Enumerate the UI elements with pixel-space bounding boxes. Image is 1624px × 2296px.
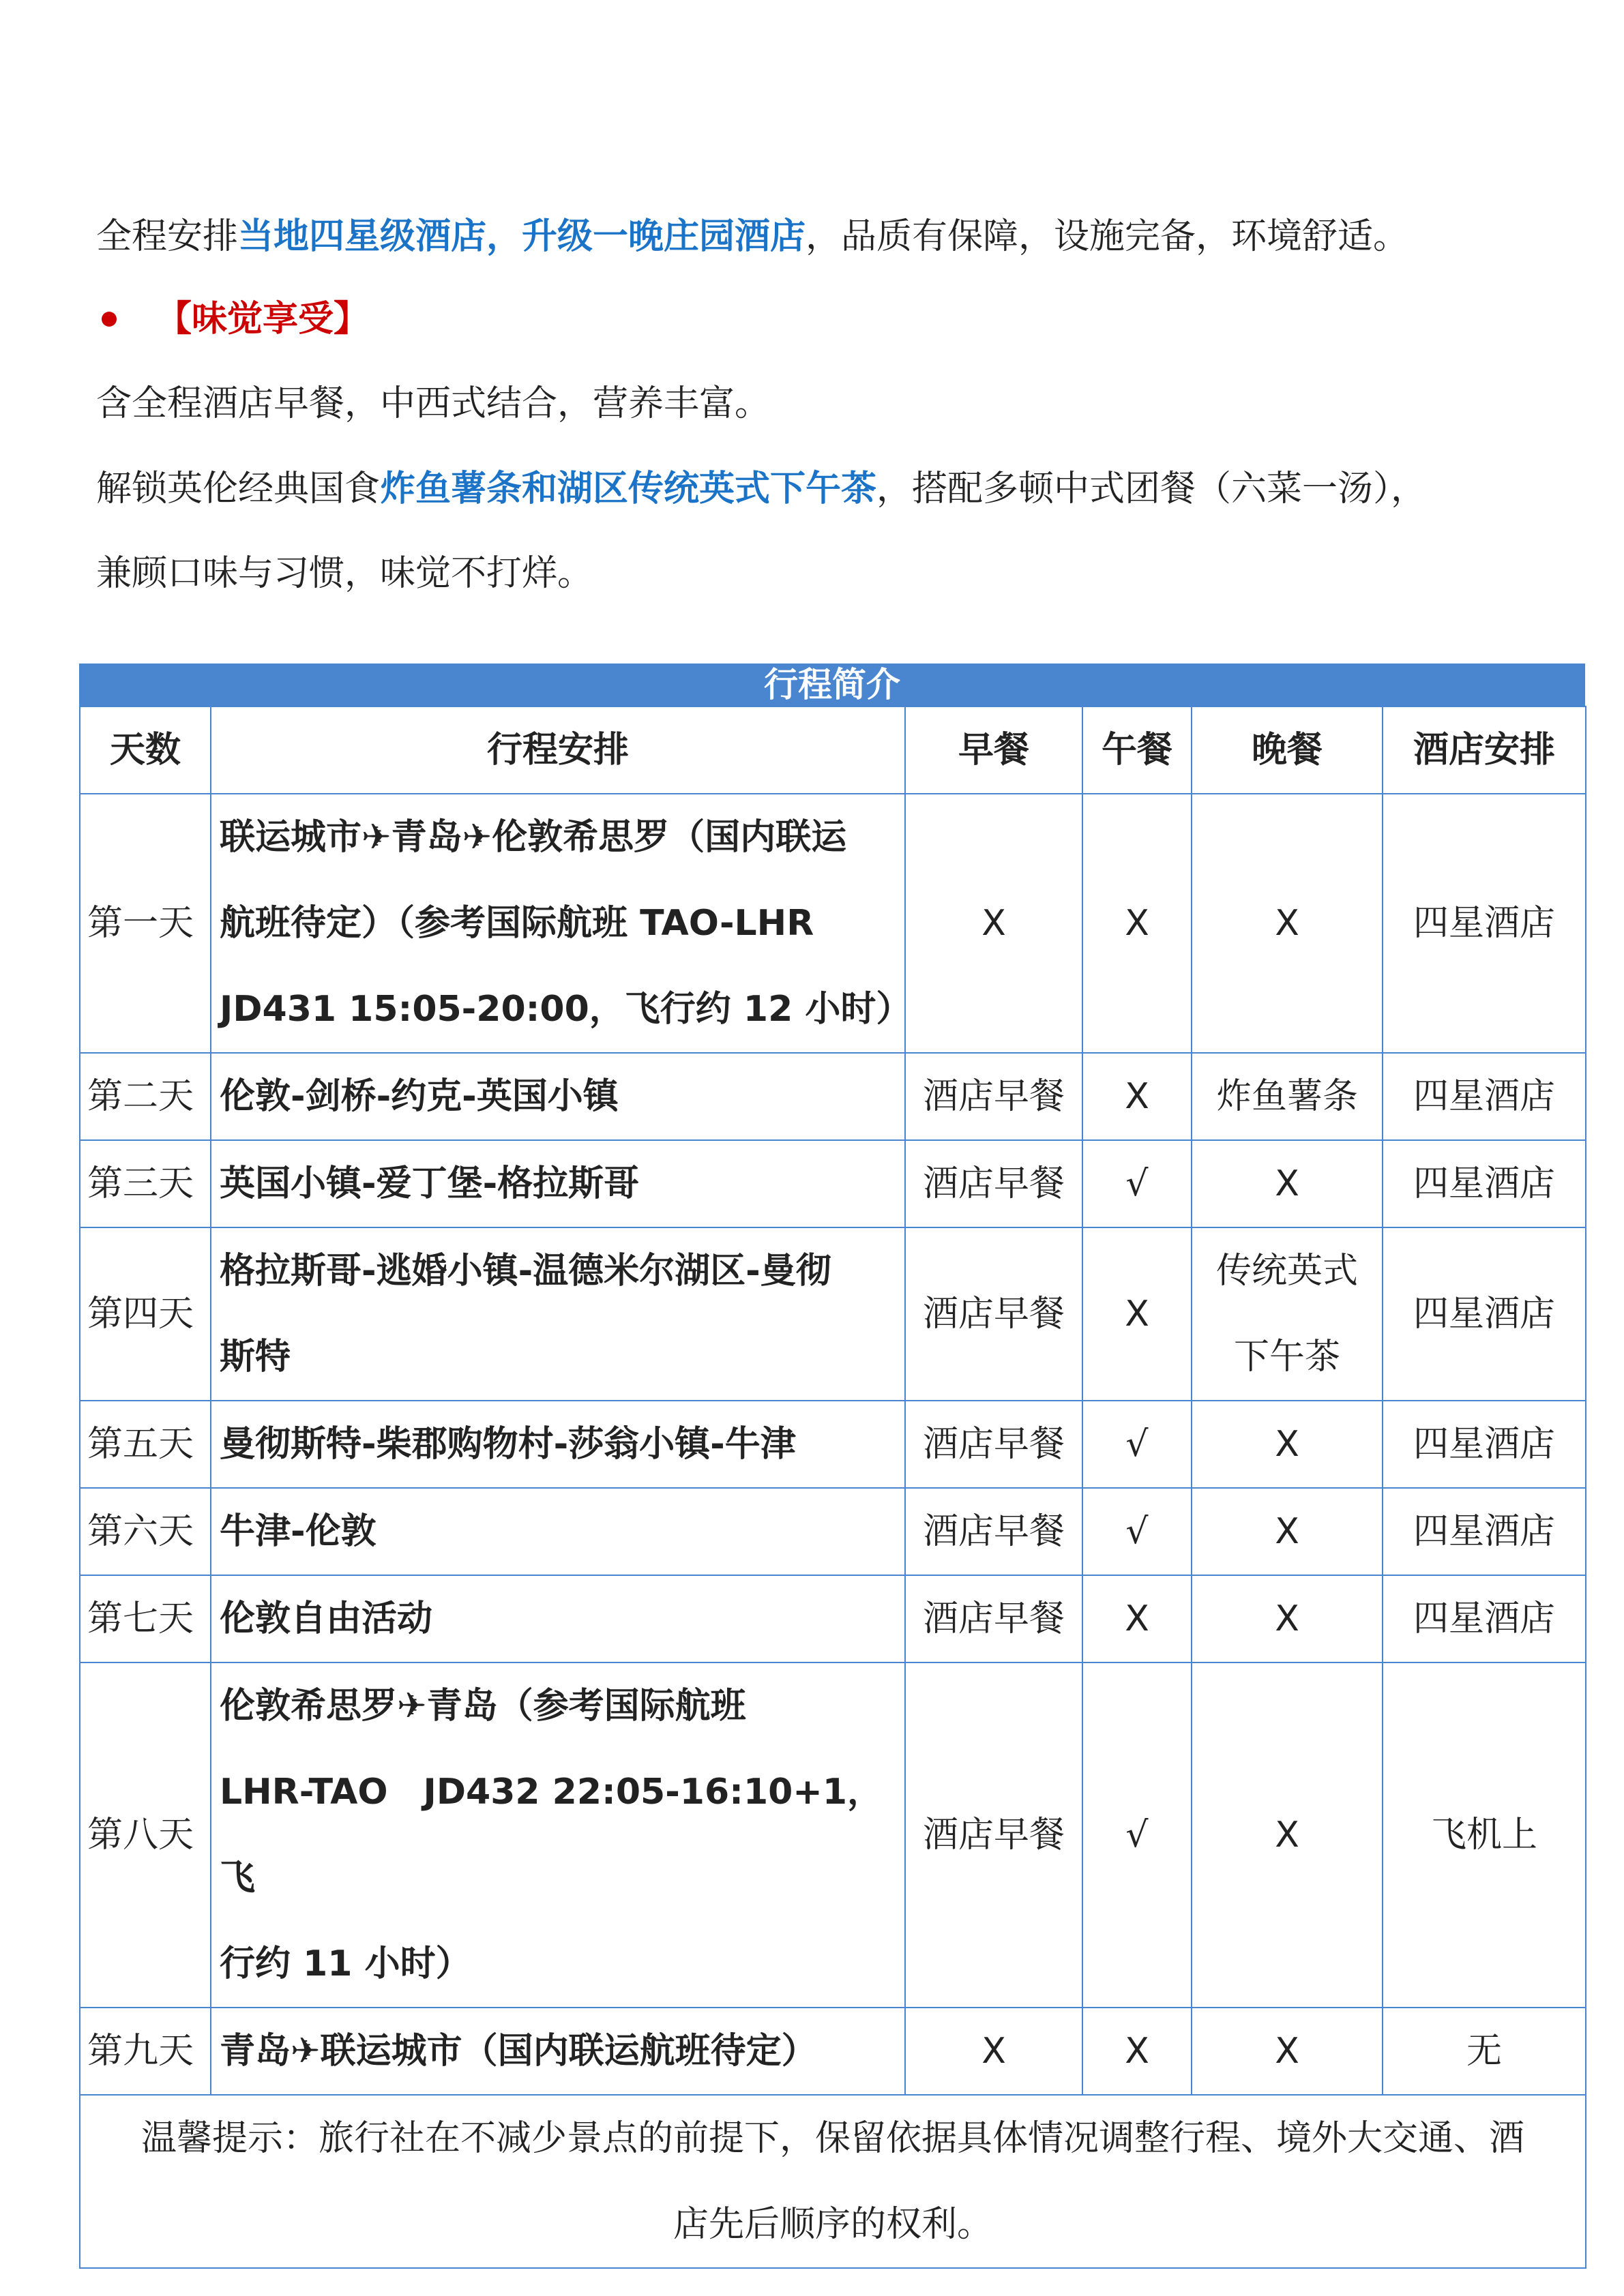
table-row xyxy=(80,1053,1586,1140)
food-paragraph xyxy=(96,465,1569,513)
dinner-cell xyxy=(1192,1488,1383,1575)
route-cell xyxy=(211,1053,905,1140)
header-dinner: 晚餐 xyxy=(1192,706,1383,794)
lunch-cell: √ xyxy=(1082,1488,1192,1575)
notice-cell xyxy=(80,2095,1586,2268)
breakfast-paragraph: 含全程酒店早餐，中西式结合，营养丰富。 xyxy=(96,383,771,424)
day-cell: 第五天 xyxy=(80,1401,211,1488)
route-line: 伦敦自由活动 xyxy=(220,1598,433,1639)
lunch-cell: √ xyxy=(1082,1401,1192,1488)
dinner-cell xyxy=(1192,1575,1383,1663)
table-row xyxy=(80,2008,1586,2095)
dinner-cell xyxy=(1192,1227,1383,1401)
itinerary-body xyxy=(80,794,1586,2095)
header-route: 行程安排 xyxy=(211,706,905,794)
route-cell xyxy=(211,2008,905,2095)
dinner-line: X xyxy=(1275,1815,1299,1855)
dinner-line: X xyxy=(1275,1163,1299,1204)
hotel-cell: 四星酒店 xyxy=(1383,1575,1586,1663)
lunch-cell: √ xyxy=(1082,1663,1192,2008)
dinner-cell xyxy=(1192,1663,1383,2008)
hotel-cell: 飞机上 xyxy=(1383,1663,1586,2008)
lunch-cell: X xyxy=(1082,1575,1192,1663)
dinner-line: 传统英式 xyxy=(1215,1251,1358,1292)
route-cell xyxy=(211,1575,905,1663)
lunch-cell: X xyxy=(1082,1053,1192,1140)
dinner-line: X xyxy=(1275,903,1299,944)
dinner-cell xyxy=(1192,1140,1383,1227)
table-row xyxy=(80,1227,1586,1401)
route-cell xyxy=(211,1488,905,1575)
day-cell: 第六天 xyxy=(80,1488,211,1575)
dinner-cell xyxy=(1192,1401,1383,1488)
food-text-pre: 解锁英伦经典国食 xyxy=(96,468,381,509)
hotel-text-pre: 全程安排 xyxy=(96,216,239,257)
breakfast-cell: 酒店早餐 xyxy=(905,1663,1082,2008)
dinner-line: X xyxy=(1275,1598,1299,1639)
day-cell: 第九天 xyxy=(80,2008,211,2095)
header-breakfast: 早餐 xyxy=(905,706,1082,794)
dinner-cell xyxy=(1192,794,1383,1053)
breakfast-cell: 酒店早餐 xyxy=(905,1401,1082,1488)
table-row xyxy=(80,1575,1586,1663)
table-row xyxy=(80,1140,1586,1227)
breakfast-cell: 酒店早餐 xyxy=(905,1053,1082,1140)
breakfast-cell: 酒店早餐 xyxy=(905,1575,1082,1663)
day-cell: 第八天 xyxy=(80,1663,211,2008)
route-cell xyxy=(211,1140,905,1227)
route-line: 牛津-伦敦 xyxy=(220,1511,377,1552)
dinner-line: X xyxy=(1275,1424,1299,1465)
route-line: 曼彻斯特-柴郡购物村-莎翁小镇-牛津 xyxy=(220,1424,796,1465)
food-highlight: 炸鱼薯条和湖区传统英式下午茶 xyxy=(380,468,877,509)
lunch-cell: X xyxy=(1082,794,1192,1053)
hotel-cell: 四星酒店 xyxy=(1383,1488,1586,1575)
taste-heading: 【味觉享受】 xyxy=(156,299,370,340)
day-cell: 第三天 xyxy=(80,1140,211,1227)
route-cell xyxy=(211,1663,905,2008)
day-cell: 第一天 xyxy=(80,794,211,1053)
header-lunch: 午餐 xyxy=(1082,706,1192,794)
day-cell: 第四天 xyxy=(80,1227,211,1401)
dinner-cell xyxy=(1192,1053,1383,1140)
notice-line-2: 店先后顺序的权利。 xyxy=(673,2204,992,2245)
header-day: 天数 xyxy=(80,706,211,794)
hotel-highlight: 当地四星级酒店，升级一晚庄园酒店 xyxy=(238,216,806,257)
route-line: 伦敦希思罗✈青岛（参考国际航班 xyxy=(220,1686,746,1727)
route-line: 伦敦-剑桥-约克-英国小镇 xyxy=(220,1076,619,1117)
table-row xyxy=(80,794,1586,1053)
dinner-line: X xyxy=(1275,2031,1299,2072)
hotel-cell: 四星酒店 xyxy=(1383,1401,1586,1488)
breakfast-cell: 酒店早餐 xyxy=(905,1227,1082,1401)
day-cell: 第七天 xyxy=(80,1575,211,1663)
dinner-cell xyxy=(1192,2008,1383,2095)
lunch-cell: √ xyxy=(1082,1140,1192,1227)
table-row xyxy=(80,1488,1586,1575)
notice-line-1: 温馨提示：旅行社在不减少景点的前提下，保留依据具体情况调整行程、境外大交通、酒 xyxy=(141,2118,1524,2159)
breakfast-cell: 酒店早餐 xyxy=(905,1140,1082,1227)
header-hotel: 酒店安排 xyxy=(1383,706,1586,794)
day-cell: 第二天 xyxy=(80,1053,211,1140)
food-paragraph-line2: 兼顾口味与习惯，味觉不打烊。 xyxy=(96,553,593,594)
route-line: LHR-TAO JD432 22:05-16:10+1，飞 xyxy=(220,1772,883,1898)
route-line: JD431 15:05-20:00，飞行约 12 小时） xyxy=(220,989,912,1030)
breakfast-cell: 酒店早餐 xyxy=(905,1488,1082,1575)
dinner-line: 下午茶 xyxy=(1233,1337,1340,1377)
route-line: 行约 11 小时） xyxy=(220,1943,471,1984)
route-cell xyxy=(211,794,912,1053)
route-cell xyxy=(211,1401,905,1488)
bullet-dot-icon xyxy=(102,312,117,327)
notice-row xyxy=(80,2095,1586,2268)
table-row xyxy=(80,1663,1586,2008)
route-line: 斯特 xyxy=(220,1337,291,1377)
itinerary-table xyxy=(79,706,1586,2269)
route-line: 联运城市✈青岛✈伦敦希思罗（国内联运 xyxy=(220,817,847,858)
itinerary-title: 行程简介 xyxy=(79,664,1585,706)
hotel-paragraph xyxy=(96,213,1569,260)
route-line: 英国小镇-爱丁堡-格拉斯哥 xyxy=(220,1163,640,1204)
lunch-cell: X xyxy=(1082,1227,1192,1401)
route-line: 格拉斯哥-逃婚小镇-温德米尔湖区-曼彻 xyxy=(220,1251,831,1292)
breakfast-cell: X xyxy=(905,794,1082,1053)
route-line: 青岛✈联运城市（国内联运航班待定） xyxy=(220,2031,817,2072)
hotel-cell: 四星酒店 xyxy=(1383,794,1586,1053)
hotel-cell: 无 xyxy=(1383,2008,1586,2095)
route-line: 航班待定）（参考国际航班 TAO-LHR xyxy=(220,903,814,944)
dinner-line: X xyxy=(1275,1511,1299,1552)
hotel-cell: 四星酒店 xyxy=(1383,1053,1586,1140)
hotel-text-post: ，品质有保障，设施完备，环境舒适。 xyxy=(806,216,1409,257)
table-header-row xyxy=(80,706,1586,794)
table-row xyxy=(80,1401,1586,1488)
hotel-cell: 四星酒店 xyxy=(1383,1227,1586,1401)
hotel-cell: 四星酒店 xyxy=(1383,1140,1586,1227)
route-cell xyxy=(211,1227,905,1401)
breakfast-cell: X xyxy=(905,2008,1082,2095)
lunch-cell: X xyxy=(1082,2008,1192,2095)
dinner-line: 炸鱼薯条 xyxy=(1215,1076,1358,1117)
food-text-post: ，搭配多顿中式团餐（六菜一汤）， xyxy=(876,468,1427,509)
